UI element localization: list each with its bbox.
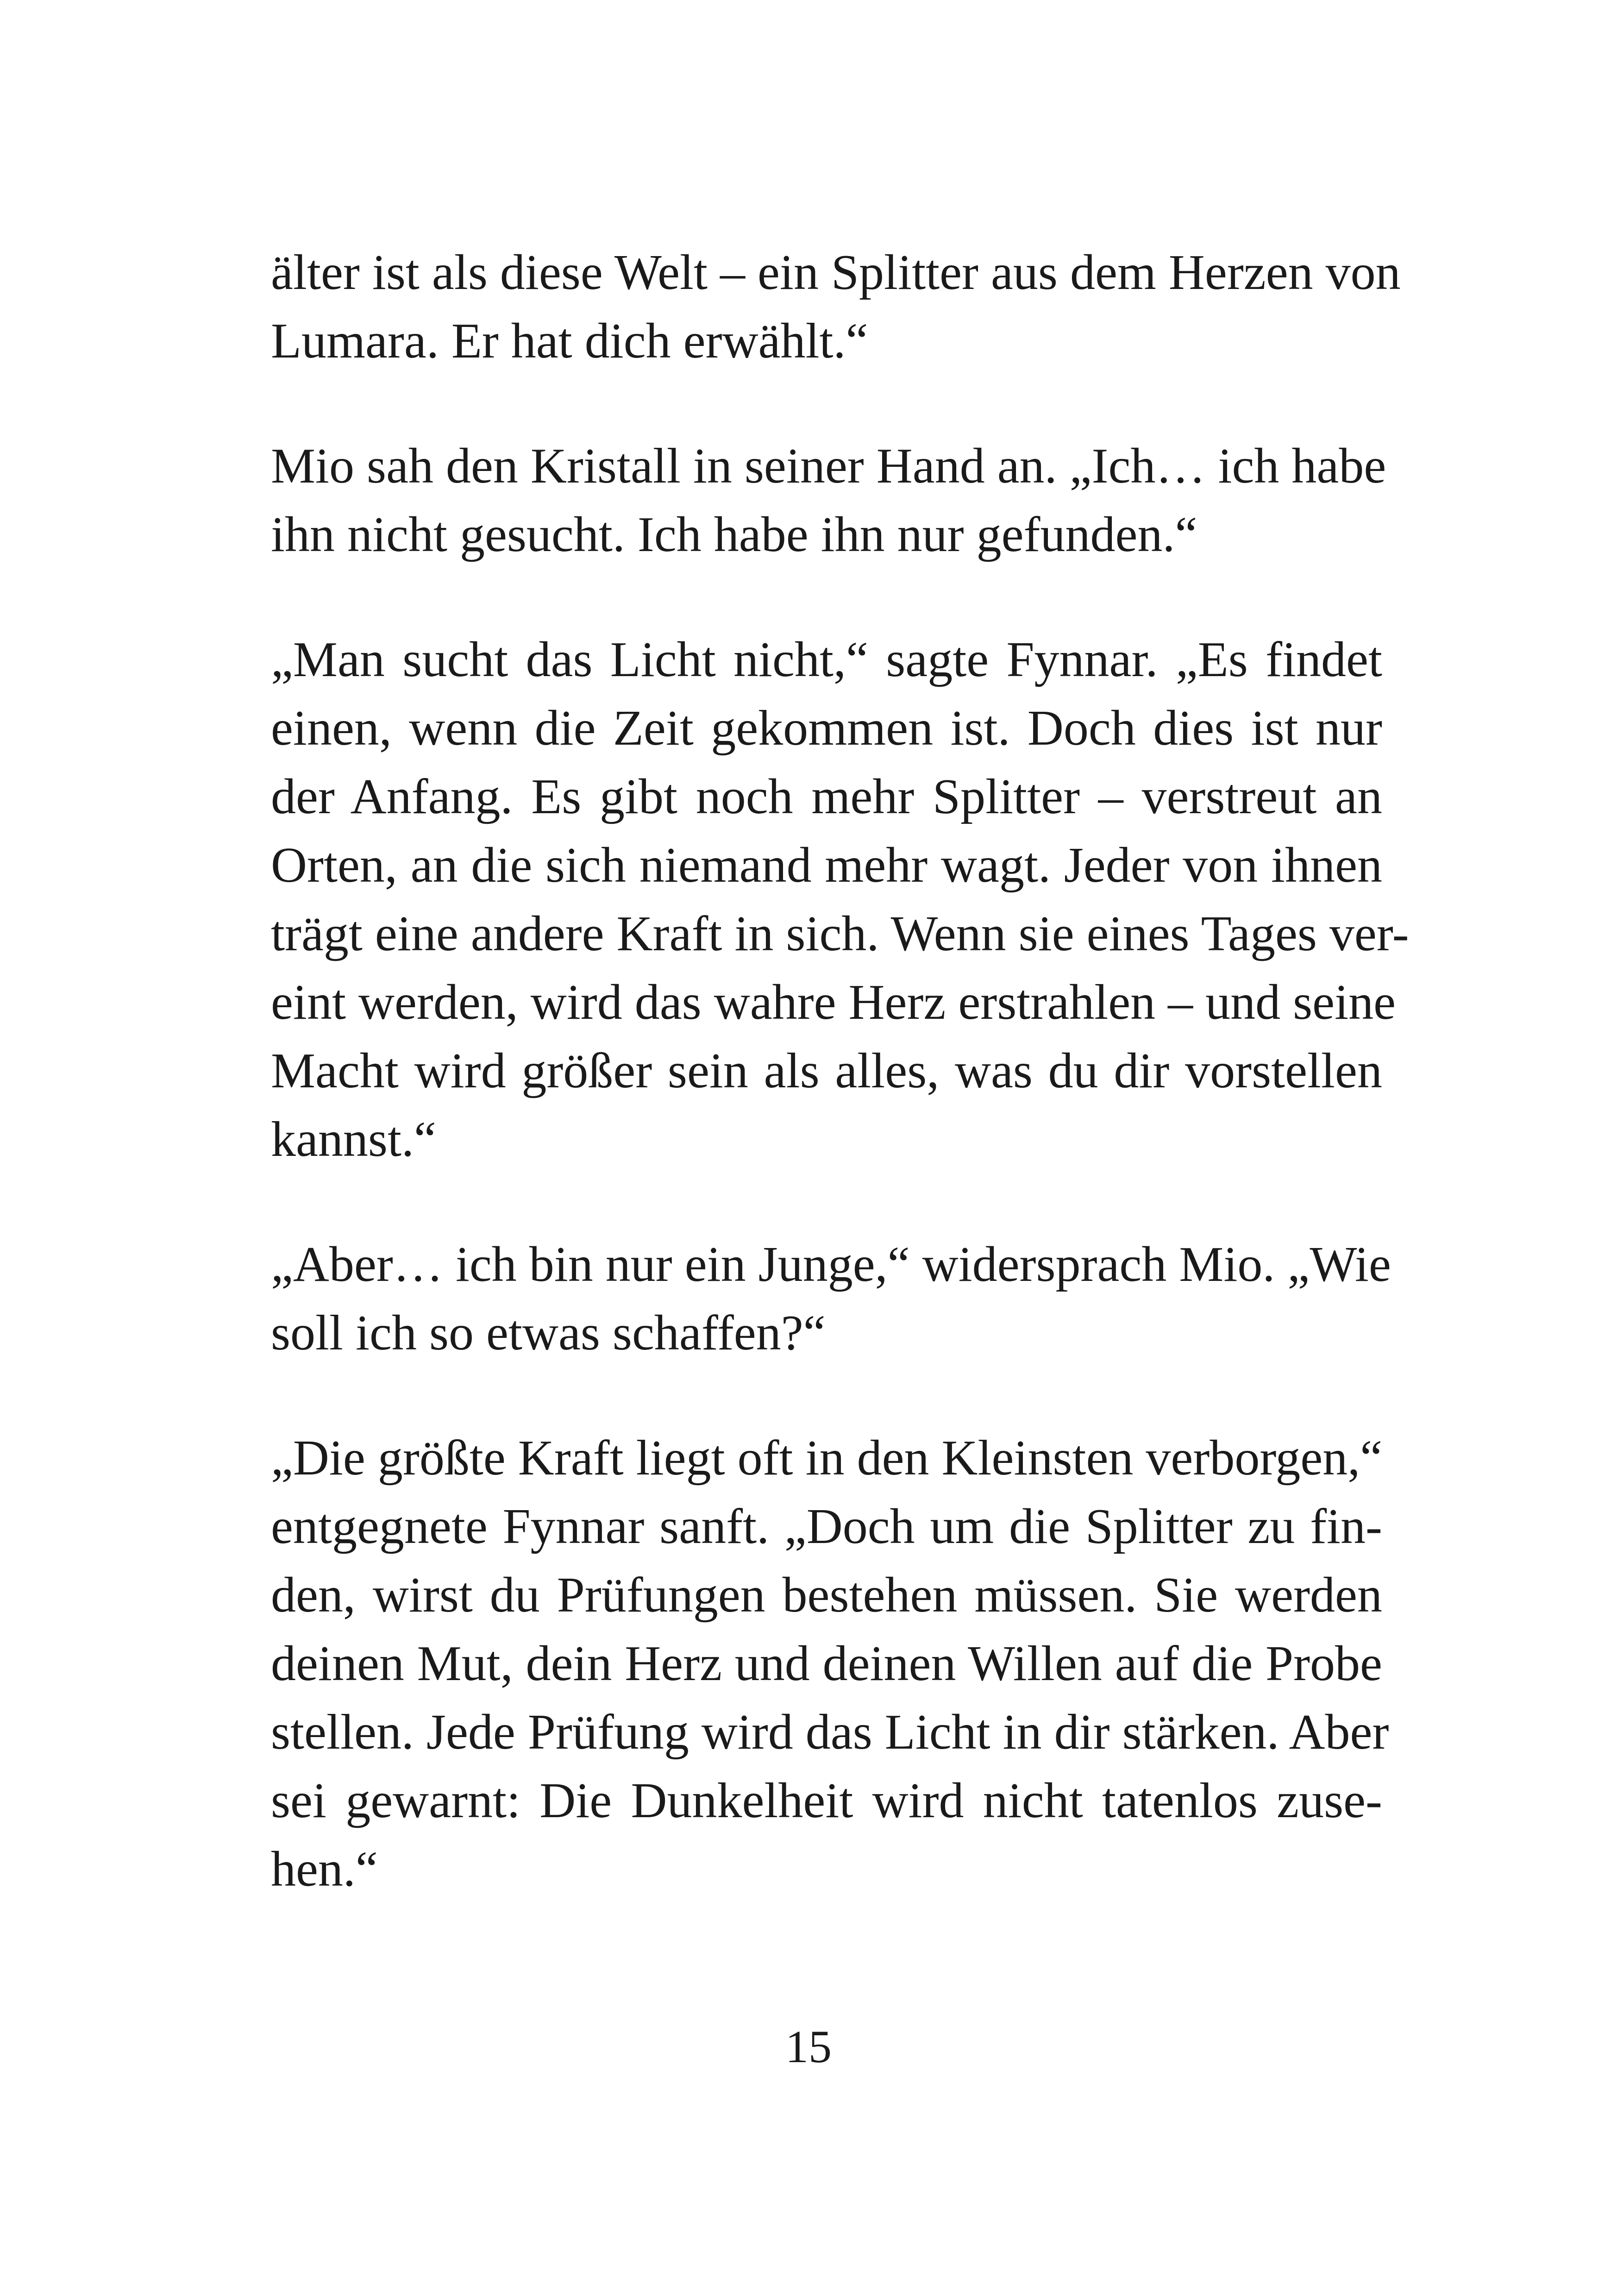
text-line: stellen. Jede Prüfung wird das Licht in dir stärken. Aber	[271, 1705, 1389, 1760]
text-line: „Man sucht das Licht nicht,“ sagte Fynnar. „Es findet	[271, 632, 1382, 687]
text-line: entgegnete Fynnar sanft. „Doch um die Splitter zu fin-	[271, 1499, 1382, 1554]
text-line: soll ich so etwas schaffen?“	[271, 1305, 826, 1361]
text-line: deinen Mut, dein Herz und deinen Willen auf die Probe	[271, 1636, 1382, 1691]
page-number: 15	[785, 2021, 832, 2072]
text-line: der Anfang. Es gibt noch mehr Splitter – verstreut an	[271, 769, 1382, 824]
text-line: trägt eine andere Kraft in sich. Wenn sie eines Tages ver-	[271, 906, 1409, 961]
text-line: den, wirst du Prüfungen bestehen müssen. Sie werden	[271, 1568, 1382, 1623]
text-line: einen, wenn die Zeit gekommen ist. Doch dies ist nur	[271, 701, 1382, 756]
text-line: eint werden, wird das wahre Herz erstrahlen – und seine	[271, 975, 1396, 1030]
text-line: sei gewarnt: Die Dunkelheit wird nicht tatenlos zuse-	[271, 1773, 1382, 1828]
text-line: „Aber… ich bin nur ein Junge,“ widersprach Mio. „Wie	[271, 1237, 1391, 1292]
text-line: hen.“	[271, 1842, 378, 1897]
text-line: Lumara. Er hat dich erwählt.“	[271, 314, 868, 369]
paragraph-gap	[271, 1368, 1382, 1424]
text-line: Macht wird größer sein als alles, was du dir vorstellen	[271, 1043, 1382, 1098]
paragraph-gap	[271, 1174, 1382, 1230]
paragraph-gap	[271, 569, 1382, 626]
text-line: älter ist als diese Welt – ein Splitter aus dem Herzen von	[271, 245, 1401, 300]
text-line: kannst.“	[271, 1112, 436, 1167]
text-line: „Die größte Kraft liegt oft in den Kleinsten verborgen,“	[271, 1430, 1383, 1486]
text-line: ihn nicht gesucht. Ich habe ihn nur gefunden.“	[271, 507, 1197, 562]
text-line: Mio sah den Kristall in seiner Hand an. „Ich… ich habe	[271, 439, 1386, 494]
paragraph-gap	[271, 376, 1382, 432]
text-line: Orten, an die sich niemand mehr wagt. Jeder von ihnen	[271, 838, 1382, 893]
body-text	[271, 238, 1409, 1904]
